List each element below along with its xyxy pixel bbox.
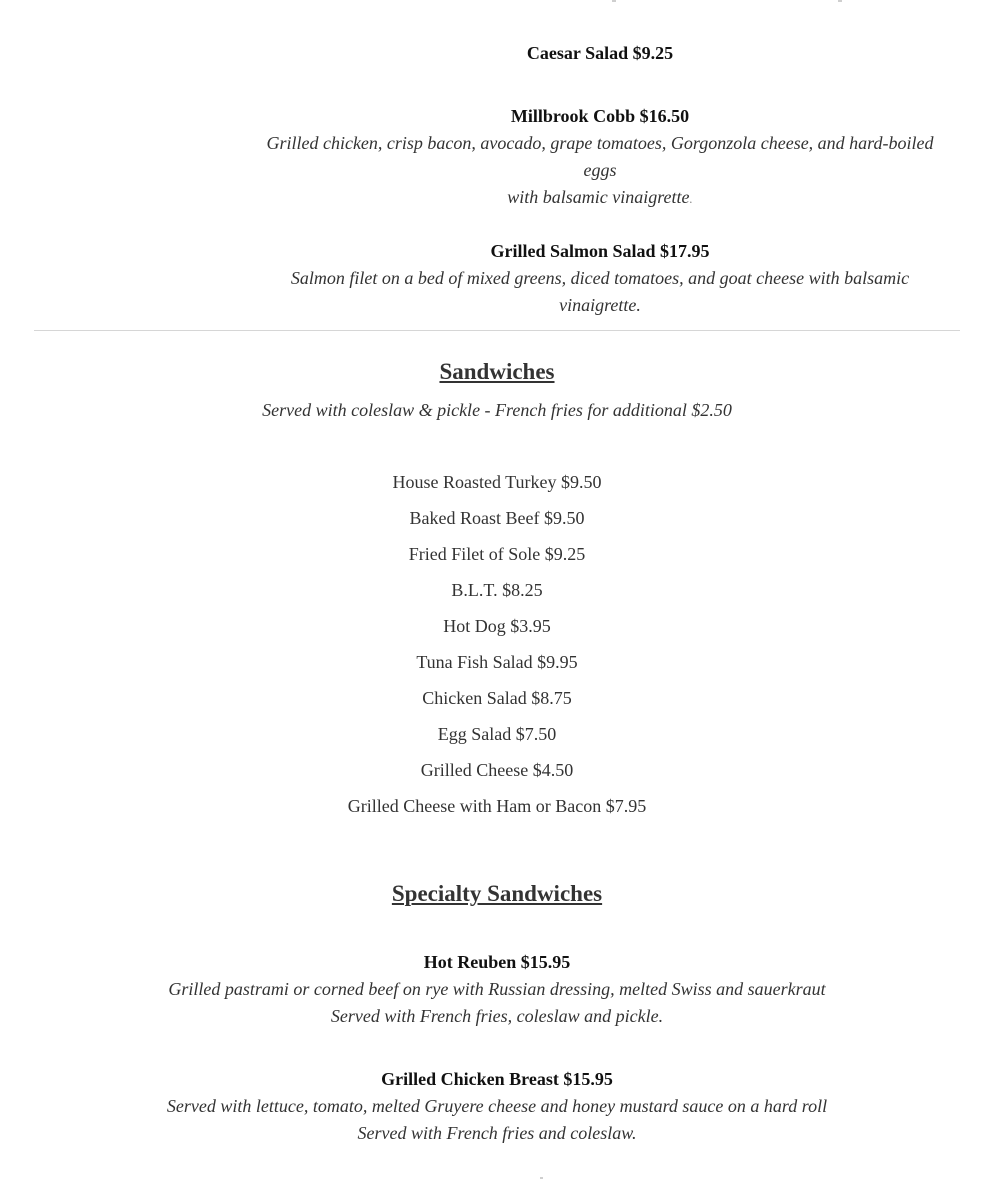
caesar-salad-item: Caesar Salad $9.25: [526, 43, 674, 63]
grilled-chicken-description: [0, 1093, 994, 1147]
cropped-mark-right: [838, 0, 842, 2]
cropped-mark-bottom: [540, 1177, 543, 1179]
reuben-desc-line-1: Grilled pastrami or corned beef on rye with Russian dressing, melted Swiss and sauerkraut: [168, 979, 826, 999]
cobb-desc-line-2: [248, 184, 952, 212]
sandwiches-heading: Sandwiches: [439, 359, 555, 384]
grilled-salmon-salad-item: Grilled Salmon Salad $17.95: [490, 241, 710, 261]
sandwich-item: Grilled Cheese with Ham or Bacon $7.95: [347, 796, 647, 816]
sandwich-item: Baked Roast Beef $9.50: [409, 508, 585, 528]
chicken-desc-line-2: Served with French fries and coleslaw.: [357, 1123, 637, 1143]
cobb-desc-period: .: [689, 191, 693, 206]
sandwich-item: Fried Filet of Sole $9.25: [408, 544, 586, 564]
sandwich-item: Grilled Cheese $4.50: [420, 760, 574, 780]
sandwich-item: Tuna Fish Salad $9.95: [416, 652, 578, 672]
grilled-chicken-breast-item: Grilled Chicken Breast $15.95: [381, 1069, 613, 1089]
sandwich-item: Chicken Salad $8.75: [422, 688, 572, 708]
sandwich-item: Hot Dog $3.95: [443, 616, 551, 636]
millbrook-cobb-description: [248, 130, 952, 212]
cobb-desc-line-1: Grilled chicken, crisp bacon, avocado, grape tomatoes, Gorgonzola cheese, and hard-boiled eggs: [266, 133, 934, 180]
reuben-desc-line-2: Served with French fries, coleslaw and pickle.: [330, 1006, 664, 1026]
sandwiches-subtitle: Served with coleslaw & pickle - French fries for additional $2.50: [262, 400, 732, 420]
sandwich-item: B.L.T. $8.25: [451, 580, 543, 600]
section-divider: [34, 330, 960, 331]
chicken-desc-line-1: Served with lettuce, tomato, melted Gruyere cheese and honey mustard sauce on a hard roll: [166, 1096, 828, 1116]
millbrook-cobb-item: Millbrook Cobb $16.50: [510, 106, 690, 126]
sandwich-item: House Roasted Turkey $9.50: [392, 472, 602, 492]
sandwich-item: Egg Salad $7.50: [437, 724, 557, 744]
hot-reuben-item: Hot Reuben $15.95: [423, 952, 571, 972]
hot-reuben-description: [0, 976, 994, 1030]
specialty-sandwiches-heading: Specialty Sandwiches: [391, 881, 603, 906]
cobb-desc-line-2-text: with balsamic vinaigrette: [507, 187, 690, 207]
grilled-salmon-description: Salmon filet on a bed of mixed greens, diced tomatoes, and goat cheese with balsamic vinaigrette.: [290, 268, 910, 315]
cropped-mark-left: [612, 0, 616, 2]
